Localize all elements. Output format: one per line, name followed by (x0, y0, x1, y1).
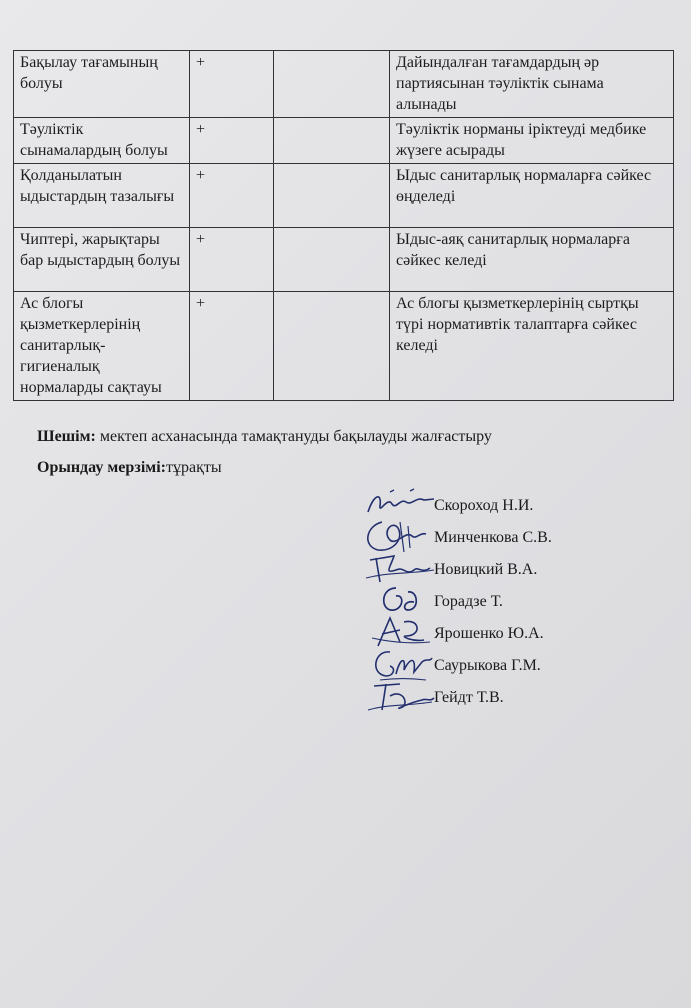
inspection-table (13, 50, 674, 401)
signatory-name: Скороход Н.И. (434, 497, 534, 514)
decision-text: мектеп асханасында тамақтануды бақылауды жалғастыру (95, 428, 492, 445)
note-cell: Ас блогы қызметкерлерінің сыртқы түрі нормативтік талаптарға сәйкес келеді (390, 292, 674, 401)
note-cell: Ыдыс-аяқ санитарлық нормаларға сәйкес келеді (390, 228, 674, 292)
note-cell: Тәуліктік норманы іріктеуді медбике жүзеге асырады (390, 118, 674, 164)
table-row (14, 164, 674, 228)
decision-label: Шешім: (37, 428, 96, 445)
decision-line (37, 428, 492, 446)
mark-cell: + (190, 51, 274, 118)
note-cell: Ыдыс санитарлық нормаларға сәйкес өңделеді (390, 164, 674, 228)
criterion-cell: Тәуліктік сынамалардың болуы (14, 118, 190, 164)
signatory-name: Новицкий В.А. (434, 561, 538, 578)
signatory-name: Гейдт Т.В. (434, 689, 504, 706)
note-cell: Дайындалған тағамдардың әр партиясынан тәуліктік сынама алынады (390, 51, 674, 118)
mark-cell: + (190, 118, 274, 164)
empty-cell (274, 164, 390, 228)
empty-cell (274, 228, 390, 292)
signatory-name: Горадзе Т. (434, 593, 503, 610)
mark-cell: + (190, 164, 274, 228)
empty-cell (274, 292, 390, 401)
table-row (14, 228, 674, 292)
deadline-text: тұрақты (165, 459, 222, 476)
signatory-name: Ярошенко Ю.А. (434, 625, 544, 642)
signature-row (360, 682, 660, 712)
mark-cell: + (190, 292, 274, 401)
criterion-cell: Чиптері, жарықтары бар ыдыстардың болуы (14, 228, 190, 292)
criterion-cell: Қолданылатын ыдыстардың тазалығы (14, 164, 190, 228)
criterion-cell: Бақылау тағамының болуы (14, 51, 190, 118)
handwritten-signature (360, 676, 440, 716)
table-row (14, 292, 674, 401)
deadline-line (37, 459, 222, 477)
signatory-name: Саурыкова Г.М. (434, 657, 541, 674)
deadline-label: Орындау мерзімі: (37, 459, 166, 476)
empty-cell (274, 118, 390, 164)
signature-block (360, 480, 660, 710)
criterion-cell: Ас блогы қызметкерлерінің санитарлық-гигиеналық нормаларды сақтауы (14, 292, 190, 401)
signatory-name: Минченкова С.В. (434, 529, 552, 546)
table-row (14, 118, 674, 164)
mark-cell: + (190, 228, 274, 292)
table-row (14, 51, 674, 118)
empty-cell (274, 51, 390, 118)
